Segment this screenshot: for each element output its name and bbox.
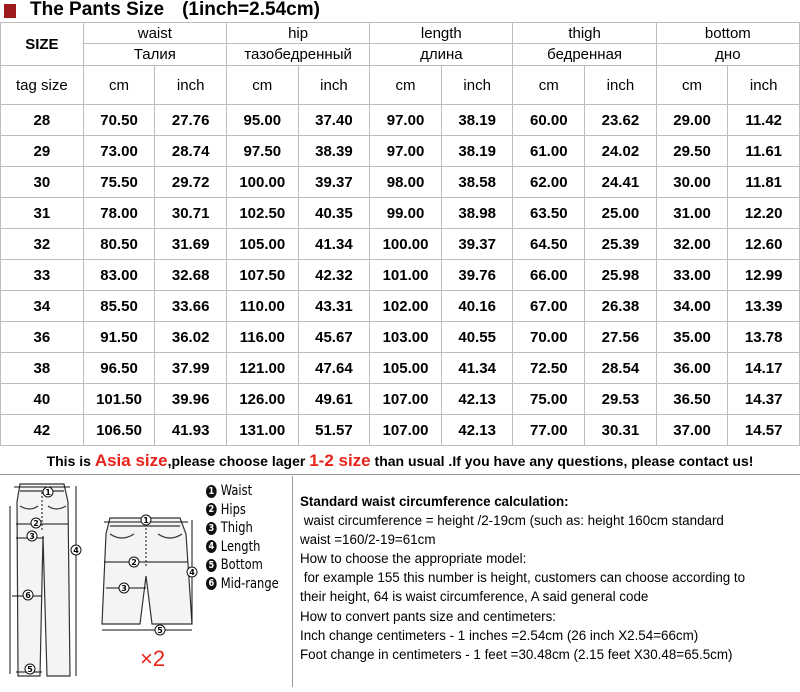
size-calculation-info (300, 492, 745, 664)
table-cell: 40.35 (298, 198, 370, 229)
table-cell: 61.00 (513, 136, 585, 167)
table-row (1, 167, 800, 198)
legend-item (206, 519, 279, 538)
table-cell: 98.00 (370, 167, 442, 198)
table-cell: 30.31 (585, 415, 657, 446)
unit-header: cm (83, 66, 155, 105)
table-cell: 25.98 (585, 260, 657, 291)
table-cell: 42.13 (441, 415, 513, 446)
table-cell: 27.76 (155, 105, 227, 136)
unit-header: inch (585, 66, 657, 105)
table-cell: 28.54 (585, 353, 657, 384)
tag-size-cell: 42 (1, 415, 84, 446)
table-cell: 103.00 (370, 322, 442, 353)
table-cell: 29.72 (155, 167, 227, 198)
shorts-marker-1: 1 (143, 516, 149, 525)
tag-size-cell: 33 (1, 260, 84, 291)
legend-item (206, 482, 279, 501)
table-cell: 102.50 (226, 198, 298, 229)
table-cell: 26.38 (585, 291, 657, 322)
table-cell: 78.00 (83, 198, 155, 229)
title-main: The Pants Size (30, 0, 165, 20)
shorts-marker-5: 5 (157, 626, 163, 635)
table-cell: 32.68 (155, 260, 227, 291)
title-bar (0, 0, 800, 22)
table-cell: 31.69 (155, 229, 227, 260)
group-header-ru-2: длина (370, 44, 513, 66)
table-cell: 102.00 (370, 291, 442, 322)
table-cell: 77.00 (513, 415, 585, 446)
marker-4: 4 (73, 546, 79, 555)
table-cell: 110.00 (226, 291, 298, 322)
tag-size-cell: 38 (1, 353, 84, 384)
table-row (1, 229, 800, 260)
table-row (1, 322, 800, 353)
table-cell: 35.00 (656, 322, 728, 353)
table-row (1, 260, 800, 291)
group-header-3: thigh (513, 23, 656, 44)
info-line: waist =160/2-19=61cm (300, 532, 436, 548)
table-cell: 12.99 (728, 260, 800, 291)
table-cell: 24.02 (585, 136, 657, 167)
table-row (1, 136, 800, 167)
table-cell: 97.00 (370, 136, 442, 167)
table-cell: 64.50 (513, 229, 585, 260)
table-cell: 95.00 (226, 105, 298, 136)
table-cell: 38.98 (441, 198, 513, 229)
unit-header: cm (370, 66, 442, 105)
table-cell: 97.50 (226, 136, 298, 167)
tag-size-cell: 30 (1, 167, 84, 198)
table-cell: 41.93 (155, 415, 227, 446)
legend-number-icon: 4 (206, 540, 217, 553)
table-cell: 32.00 (656, 229, 728, 260)
marker-3: 3 (29, 532, 35, 541)
marker-1: 1 (45, 488, 51, 497)
table-cell: 36.02 (155, 322, 227, 353)
table-cell: 45.67 (298, 322, 370, 353)
table-cell: 67.00 (513, 291, 585, 322)
unit-header: cm (226, 66, 298, 105)
table-cell: 63.50 (513, 198, 585, 229)
legend-number-icon: 2 (206, 503, 217, 516)
table-row (1, 291, 800, 322)
table-cell: 29.50 (656, 136, 728, 167)
table-cell: 107.50 (226, 260, 298, 291)
table-cell: 40.16 (441, 291, 513, 322)
table-row (1, 353, 800, 384)
table-cell: 70.00 (513, 322, 585, 353)
table-cell: 96.50 (83, 353, 155, 384)
table-cell: 66.00 (513, 260, 585, 291)
table-cell: 13.39 (728, 291, 800, 322)
table-cell: 37.00 (656, 415, 728, 446)
table-cell: 38.19 (441, 105, 513, 136)
table-cell: 14.17 (728, 353, 800, 384)
group-header-ru-1: тазобедренный (226, 44, 369, 66)
table-cell: 23.62 (585, 105, 657, 136)
size-table (0, 22, 800, 446)
table-cell: 37.99 (155, 353, 227, 384)
legend-label: Length (220, 538, 261, 555)
size-header: SIZE (1, 23, 84, 66)
notice-highlight-asia-size: Asia size (94, 451, 168, 470)
table-cell: 30.00 (656, 167, 728, 198)
table-cell: 62.00 (513, 167, 585, 198)
table-cell: 126.00 (226, 384, 298, 415)
legend-number-icon: 6 (206, 577, 217, 590)
table-cell: 51.57 (298, 415, 370, 446)
legend-item (206, 501, 279, 520)
shorts-marker-4: 4 (189, 568, 195, 577)
table-cell: 29.53 (585, 384, 657, 415)
legend-item (206, 538, 279, 557)
table-cell: 101.50 (83, 384, 155, 415)
table-cell: 99.00 (370, 198, 442, 229)
table-cell: 29.00 (656, 105, 728, 136)
table-row (1, 415, 800, 446)
tag-size-cell: 29 (1, 136, 84, 167)
table-cell: 49.61 (298, 384, 370, 415)
table-cell: 105.00 (370, 353, 442, 384)
table-cell: 37.40 (298, 105, 370, 136)
legend-number-icon: 1 (206, 485, 217, 498)
table-cell: 75.00 (513, 384, 585, 415)
table-cell: 38.19 (441, 136, 513, 167)
legend-label: Waist (220, 483, 253, 499)
page-title (30, 0, 320, 21)
unit-header: inch (728, 66, 800, 105)
table-cell: 14.57 (728, 415, 800, 446)
legend-label: Hips (220, 501, 246, 518)
unit-header: inch (298, 66, 370, 105)
table-row (1, 384, 800, 415)
table-cell: 33.00 (656, 260, 728, 291)
notice-text-1: This is (46, 453, 95, 469)
table-cell: 13.78 (728, 322, 800, 353)
shorts-drawing (102, 518, 192, 630)
table-row (1, 105, 800, 136)
legend-label: Mid-range (220, 575, 279, 592)
shorts-marker-3: 3 (121, 584, 127, 593)
unit-header: inch (155, 66, 227, 105)
table-cell: 42.13 (441, 384, 513, 415)
group-header-ru-0: Талия (83, 44, 226, 66)
table-cell: 41.34 (441, 353, 513, 384)
table-cell: 33.66 (155, 291, 227, 322)
table-cell: 72.50 (513, 353, 585, 384)
table-cell: 106.50 (83, 415, 155, 446)
table-cell: 107.00 (370, 415, 442, 446)
table-cell: 12.20 (728, 198, 800, 229)
shorts-marker-2: 2 (131, 558, 137, 567)
info-line: How to convert pants size and centimeters: (300, 608, 557, 624)
times-two-label: ×2 (140, 646, 166, 671)
tag-size-cell: 40 (1, 384, 84, 415)
table-cell: 131.00 (226, 415, 298, 446)
info-line: Inch change centimeters - 1 inches =2.54cm (26 inch X2.54=66cm) (300, 627, 699, 643)
table-cell: 85.50 (83, 291, 155, 322)
measurement-diagram (0, 476, 293, 687)
tag-size-cell: 32 (1, 229, 84, 260)
table-cell: 38.39 (298, 136, 370, 167)
table-cell: 75.50 (83, 167, 155, 198)
notice-text-3: than usual .If you have any questions, please contact us! (370, 453, 754, 469)
table-cell: 100.00 (226, 167, 298, 198)
table-cell: 30.71 (155, 198, 227, 229)
table-cell: 12.60 (728, 229, 800, 260)
title-square-icon (4, 4, 16, 18)
group-header-1: hip (226, 23, 369, 44)
group-header-ru-4: дно (656, 44, 799, 66)
table-cell: 14.37 (728, 384, 800, 415)
table-cell: 101.00 (370, 260, 442, 291)
table-cell: 11.61 (728, 136, 800, 167)
legend-number-icon: 3 (206, 522, 217, 535)
table-row (1, 198, 800, 229)
table-cell: 40.55 (441, 322, 513, 353)
table-cell: 31.00 (656, 198, 728, 229)
table-cell: 11.81 (728, 167, 800, 198)
table-cell: 83.00 (83, 260, 155, 291)
table-cell: 121.00 (226, 353, 298, 384)
unit-header: cm (656, 66, 728, 105)
table-cell: 24.41 (585, 167, 657, 198)
unit-header: inch (441, 66, 513, 105)
table-cell: 36.00 (656, 353, 728, 384)
notice-text-2: ,please choose lager (167, 453, 310, 469)
info-line: waist circumference = height /2-19cm (such as: height 160cm standard (300, 513, 724, 529)
table-cell: 60.00 (513, 105, 585, 136)
table-cell: 70.50 (83, 105, 155, 136)
tag-size-cell: 28 (1, 105, 84, 136)
group-header-2: length (370, 23, 513, 44)
table-cell: 36.50 (656, 384, 728, 415)
tag-size-cell: 34 (1, 291, 84, 322)
table-cell: 42.32 (298, 260, 370, 291)
tag-size-cell: 31 (1, 198, 84, 229)
table-cell: 25.39 (585, 229, 657, 260)
table-cell: 39.37 (441, 229, 513, 260)
info-line: their height, 64 is waist circumference, A said general code (300, 589, 649, 605)
table-cell: 39.76 (441, 260, 513, 291)
table-cell: 100.00 (370, 229, 442, 260)
long-pants-drawing (10, 484, 76, 676)
table-cell: 43.31 (298, 291, 370, 322)
table-cell: 116.00 (226, 322, 298, 353)
info-line: Foot change in centimeters - 1 feet =30.48cm (2.15 feet X30.48=65.5cm) (300, 646, 733, 662)
group-header-ru-3: бедренная (513, 44, 656, 66)
table-cell: 34.00 (656, 291, 728, 322)
tag-size-header: tag size (1, 66, 84, 105)
legend-label: Bottom (220, 557, 263, 573)
table-cell: 27.56 (585, 322, 657, 353)
unit-header: cm (513, 66, 585, 105)
legend-label: Thigh (220, 520, 253, 536)
table-cell: 73.00 (83, 136, 155, 167)
table-cell: 39.37 (298, 167, 370, 198)
info-line: How to choose the appropriate model: (300, 551, 527, 567)
table-cell: 97.00 (370, 105, 442, 136)
notice-highlight-size-range: 1-2 size (309, 451, 371, 470)
marker-2: 2 (33, 519, 39, 528)
group-header-4: bottom (656, 23, 799, 44)
marker-5: 5 (27, 665, 33, 674)
table-cell: 47.64 (298, 353, 370, 384)
table-cell: 107.00 (370, 384, 442, 415)
info-line: for example 155 this number is height, customers can choose according to (300, 570, 746, 586)
table-cell: 91.50 (83, 322, 155, 353)
title-note: (1inch=2.54cm) (182, 0, 320, 20)
table-cell: 41.34 (298, 229, 370, 260)
table-cell: 28.74 (155, 136, 227, 167)
legend-item (206, 575, 279, 594)
info-lines (300, 511, 745, 664)
legend-number-icon: 5 (206, 559, 217, 572)
marker-6: 6 (25, 591, 31, 600)
table-cell: 38.58 (441, 167, 513, 198)
table-cell: 80.50 (83, 229, 155, 260)
table-cell: 105.00 (226, 229, 298, 260)
table-cell: 25.00 (585, 198, 657, 229)
legend-item (206, 556, 279, 575)
tag-size-cell: 36 (1, 322, 84, 353)
group-header-0: waist (83, 23, 226, 44)
measurement-legend (206, 482, 295, 593)
table-cell: 39.96 (155, 384, 227, 415)
info-heading: Standard waist circumference calculation: (300, 494, 569, 509)
table-cell: 11.42 (728, 105, 800, 136)
asia-size-notice (0, 448, 800, 475)
